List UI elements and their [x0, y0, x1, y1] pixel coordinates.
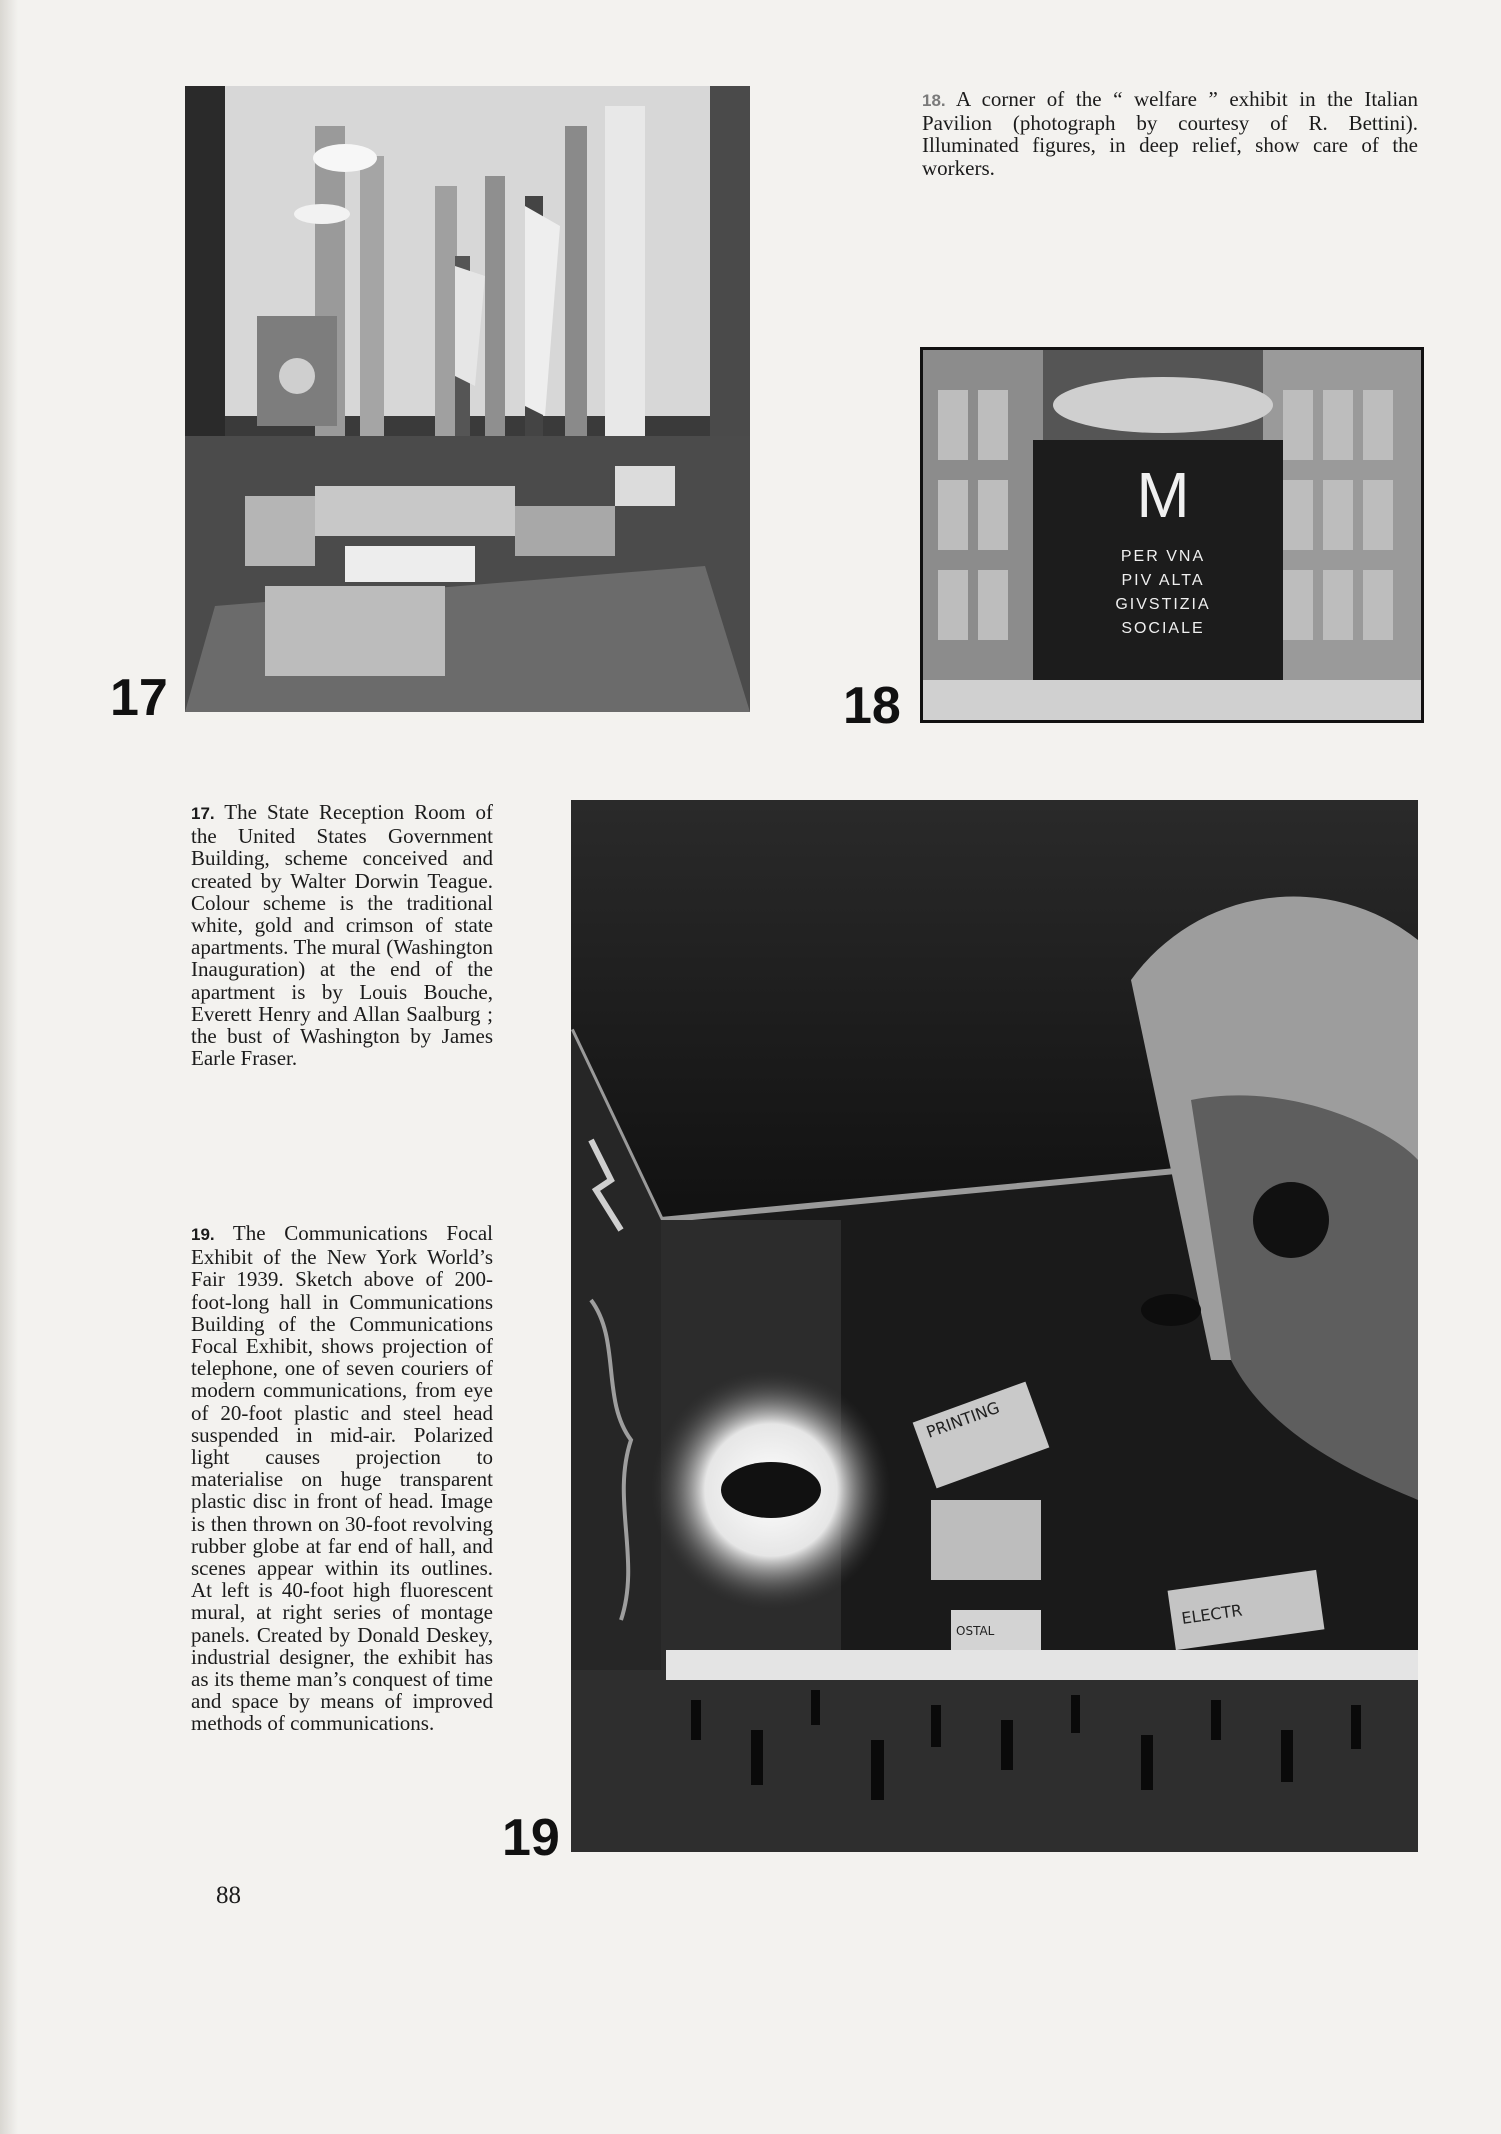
montage-label-electric: ELECTR	[1180, 1600, 1244, 1628]
figure-17-caption-text: The State Reception Room of the United States Government Building, scheme conceived and created by Walter Dorwin Teague. Colour scheme is the traditional white, gold and crimson of state apartments. The mural (Washington Inauguration) at the end of the apartment is by Louis Bouche, Everett Henry and Allan Saalburg ; the bust of Washington by James Earle Fraser.	[191, 800, 493, 1071]
figure-19-number: 19	[502, 1809, 560, 1867]
figure-19-caption-number: 19.	[191, 1225, 215, 1244]
figure-17-reception-room-photo	[185, 86, 750, 712]
figure-19-caption-text: The Communications Focal Exhibit of the New York World’s Fair 1939. Sketch above of 200-foot-long hall in Communications Building of the Communications Focal Exhibit, shows projection of telephone, one of seven couriers of modern communications, from eye of 20-foot plastic and steel head suspended in mid-air. Polarized light causes projection to materialise on huge transparent plastic disc in front of head. Image is then thrown on 30-foot revolving rubber globe at far end of hall, and scenes appear within its outlines. At left is 40-foot high fluorescent mural, at right series of montage panels. Created by Donald Deskey, industrial designer, the exhibit has as its theme man’s conquest of time and space by means of improved methods of communications.	[191, 1221, 494, 1736]
figure-18-inscription-line-2: PIV ALTA	[1121, 572, 1205, 589]
figure-18-inscription-line-3: GIVSTIZIA	[1115, 596, 1211, 613]
figure-18-inscription-line-1: PER VNA	[1120, 548, 1206, 565]
figure-18-inscription-line-4: SOCIALE	[1121, 620, 1205, 637]
montage-label-printing: PRINTING	[923, 1397, 1002, 1442]
figure-17-number: 17	[110, 669, 168, 727]
figure-18-caption	[922, 88, 1418, 179]
montage-label-postal: OSTAL	[956, 1624, 995, 1638]
figure-18-caption-number: 18.	[922, 91, 946, 110]
figure-18-number: 18	[843, 677, 901, 735]
figure-17-caption	[191, 801, 493, 1069]
figure-18-welfare-exhibit-photo	[920, 347, 1424, 723]
page-number: 88	[216, 1882, 241, 1909]
figure-19-communications-exhibit-sketch	[571, 800, 1418, 1852]
figure-18-caption-text: A corner of the “ welfare ” exhibit in the Italian Pavilion (photograph by courtesy of R. Bettini). Illuminated figures, in deep relief, show care of the workers.	[922, 87, 1418, 180]
figure-17-caption-number: 17.	[191, 804, 215, 823]
page-binding-edge	[0, 0, 18, 2134]
figure-19-caption	[191, 1222, 493, 1735]
figure-18-letter-m: M	[1136, 459, 1190, 531]
